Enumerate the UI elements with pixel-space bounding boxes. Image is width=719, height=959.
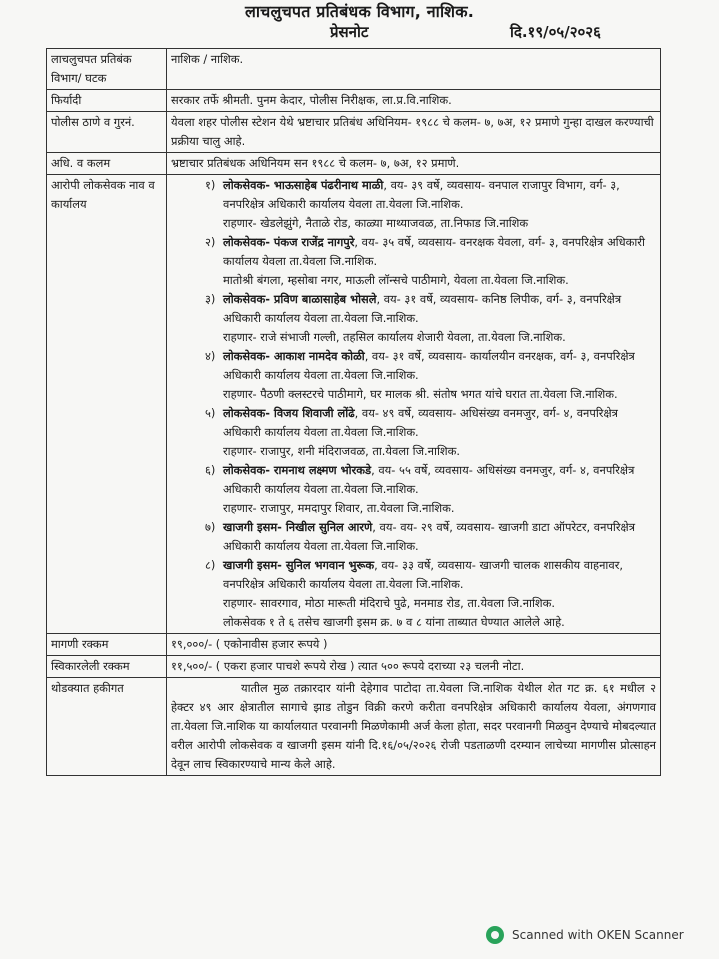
accused-list (167, 175, 661, 634)
accused-details: , वय- ३९ वर्षे, व्यवसाय- वनपाल राजापुर विभाग, वर्ग- ३, वनपरिक्षेत्र अधिकारी कार्यालय येवला ता.येवला जि.नाशिक. (223, 178, 620, 211)
station-label: पोलीस ठाणे व गुरनं. (47, 112, 167, 153)
accused-residence: राहणार- सावरगाव, मोठा मारूती मंदिराचे पुढे, मनमाड रोड, ता.येवला जि.नाशिक. (223, 596, 556, 610)
detained-note: लोकसेवक १ ते ६ तसेच खाजगी इसम क्र. ७ व ८ यांना ताब्यात घेण्यात आलेले आहे. (223, 615, 565, 629)
summary-label: थोडक्यात हकीगत (47, 678, 167, 776)
station-value: येवला शहर पोलीस स्टेशन येथे भ्रष्टाचार प्रतिबंध अधिनियम- १९८८ चे कलम- ७, ७अ, १२ प्रमाणे गुन्हा दाखल करण्याची प्रक्रीया चालु आहे. (167, 112, 661, 153)
accused-details: , वय- ५५ वर्षे, व्यवसाय- अधिसंख्य वनमजुर, वर्ग- ४, वनपरिक्षेत्र अधिकारी कार्यालय येवला ता.येवला जि.नाशिक. (223, 463, 635, 496)
summary-value (167, 678, 661, 776)
accused-name: लोकसेवक- आकाश नामदेव कोळी (223, 349, 365, 363)
table-row (47, 90, 661, 112)
accused-number: १) (205, 178, 216, 192)
table-row (47, 678, 661, 776)
accused-number: ३) (205, 292, 216, 306)
accused-name: लोकसेवक- विजय शिवाजी लोंढे (223, 406, 355, 420)
accused-details: , वय- ४९ वर्षे, व्यवसाय- अधिसंख्य वनमजुर, वर्ग- ४, वनपरिक्षेत्र अधिकारी कार्यालय येवला ता.येवला जि.नाशिक. (223, 406, 618, 439)
accused-residence: राहणार- खेडलेझुंगे, नैताळे रोड, काळ्या माथ्याजवळ, ता.निफाड जि.नाशिक (223, 216, 529, 230)
accused-item (171, 290, 656, 347)
act-value: भ्रष्टाचार प्रतिबंधक अधिनियम सन १९८८ चे कलम- ७, ७अ, १२ प्रमाणे. (167, 153, 661, 175)
accused-item (171, 233, 656, 290)
accused-name: लोकसेवक- भाऊसाहेब पंढरीनाथ माळी (223, 178, 384, 192)
press-note-table (46, 48, 661, 776)
scanner-text: Scanned with OKEN Scanner (512, 928, 684, 942)
accused-item (171, 556, 656, 632)
header-line (0, 22, 719, 44)
accused-residence: राहणार- राजापुर, शनी मंदिराजवळ, ता.येवला जि.नाशिक. (223, 444, 461, 458)
press-note-date: दि.१९/०५/२०२६ (510, 23, 601, 41)
unit-value: नाशिक / नाशिक. (167, 49, 661, 90)
table-row (47, 175, 661, 634)
table-row (47, 656, 661, 678)
accused-number: ६) (205, 463, 216, 477)
document-title: लाचलुचपत प्रतिबंधक विभाग, नाशिक. (244, 2, 475, 21)
accused-details: , वय- ३३ वर्षे, व्यवसाय- खाजगी चालक शासकीय वाहनावर, वनपरिक्षेत्र अधिकारी कार्यालय येवला ता.येवला जि.नाशिक. (223, 558, 623, 591)
accused-item (171, 404, 656, 461)
accused-name: लोकसेवक- पंकज राजेंद्र नागपुरे (223, 235, 355, 249)
accused-name: खाजगी इसम- निखील सुनिल आरणे (223, 520, 373, 534)
accused-residence: राहणार- पैठणी क्लस्टरचे पाठीमागे, घर मालक श्री. संतोष भगत यांचे घरात ता.येवला जि.नाशिक. (223, 387, 618, 401)
accused-item (171, 176, 656, 233)
act-label: अधि. व कलम (47, 153, 167, 175)
accused-number: ७) (205, 520, 216, 534)
accused-item (171, 518, 656, 556)
accused-name: लोकसेवक- रामनाथ लक्ष्मण भोरकडे (223, 463, 372, 477)
accused-details: , वय- ३१ वर्षे, व्यवसाय- कनिष्ठ लिपीक, वर्ग- ३, वनपरिक्षेत्र अधिकारी कार्यालय येवला ता.येवला जि.नाशिक. (223, 292, 622, 325)
accused-number: ५) (205, 406, 216, 420)
accused-name: लोकसेवक- प्रविण बाळासाहेब भोसले (223, 292, 377, 306)
table-row (47, 634, 661, 656)
accused-label: आरोपी लोकसेवक नाव व कार्यालय (47, 175, 167, 634)
accused-number: ८) (205, 558, 216, 572)
accused-residence: मातोश्री बंगला, म्हसोबा नगर, माऊली लॉन्सचे पाठीमागे, येवला ता.येवला जि.नाशिक. (223, 273, 569, 287)
demand-label: मागणी रक्कम (47, 634, 167, 656)
demand-value: १९,०००/- ( एकोनावीस हजार रूपये ) (167, 634, 661, 656)
press-note-heading: प्रेसनोट (330, 23, 369, 41)
unit-label: लाचलुचपत प्रतिबंक विभाग/ घटक (47, 49, 167, 90)
table-row (47, 153, 661, 175)
complainant-value: सरकार तर्फे श्रीमती. पुनम केदार, पोलीस निरीक्षक, ला.प्र.वि.नाशिक. (167, 90, 661, 112)
accused-details: , वय- ३१ वर्षे, व्यवसाय- कार्यालयीन वनरक्षक, वर्ग- ३, वनपरिक्षेत्र अधिकारी कार्यालय येवला ता.येवला जि.नाशिक. (223, 349, 635, 382)
accused-number: ४) (205, 349, 216, 363)
scanner-watermark (486, 926, 684, 948)
oken-logo-icon (486, 926, 504, 944)
accused-details: , वय- वय- २९ वर्षे, व्यवसाय- खाजगी डाटा ऑपरेटर, वनपरिक्षेत्र अधिकारी कार्यालय येवला ता.येवला जि.नाशिक. (223, 520, 635, 553)
accused-item (171, 461, 656, 518)
summary-text: यातील मुळ तक्रारदार यांनी देहेगाव पाटोदा ता.येवला जि.नाशिक येथील शेत गट क्र. ६१ मधील २ हेक्टर ४९ आर क्षेत्रातील सागाचे झाड तोडुन विक्री करणे करीता वनपरिक्षेत्र अधिकारी कार्यालय येवला, अंगणगाव ता.येवला जि.नाशिक या कार्यालयात परवानगी मिळणेकामी अर्ज केला होता, सदर परवानगी मिळवुन देण्याचे मोबदल्यात वरील आरोपी लोकसेवक व खाजगी इसम यांनी दि.१६/०५/२०२६ रोजी पडताळणी दरम्यान लाचेच्या मागणीस प्रोत्साहन देवून लाच स्विकारण्याचे मान्य केले आहे. (171, 681, 656, 771)
accused-residence: राहणार- राजे संभाजी गल्ली, तहसिल कार्यालय शेजारी येवला, ता.येवला जि.नाशिक. (223, 330, 566, 344)
accused-name: खाजगी इसम- सुनिल भगवान भुरूक (223, 558, 375, 572)
table-row (47, 49, 661, 90)
accused-details: , वय- ३५ वर्षे, व्यवसाय- वनरक्षक येवला, वर्ग- ३, वनपरिक्षेत्र अधिकारी कार्यालय येवला ता.येवला जि.नाशिक. (223, 235, 645, 268)
complainant-label: फिर्यादी (47, 90, 167, 112)
table-row (47, 112, 661, 153)
accepted-label: स्विकारलेली रक्कम (47, 656, 167, 678)
accepted-value: ११,५००/- ( एकरा हजार पाचशे रूपये रोख ) त्यात ५०० रूपये दराच्या २३ चलनी नोटा. (167, 656, 661, 678)
accused-item (171, 347, 656, 404)
accused-residence: राहणार- राजापुर, ममदापुर शिवार, ता.येवला जि.नाशिक. (223, 501, 455, 515)
accused-number: २) (205, 235, 216, 249)
